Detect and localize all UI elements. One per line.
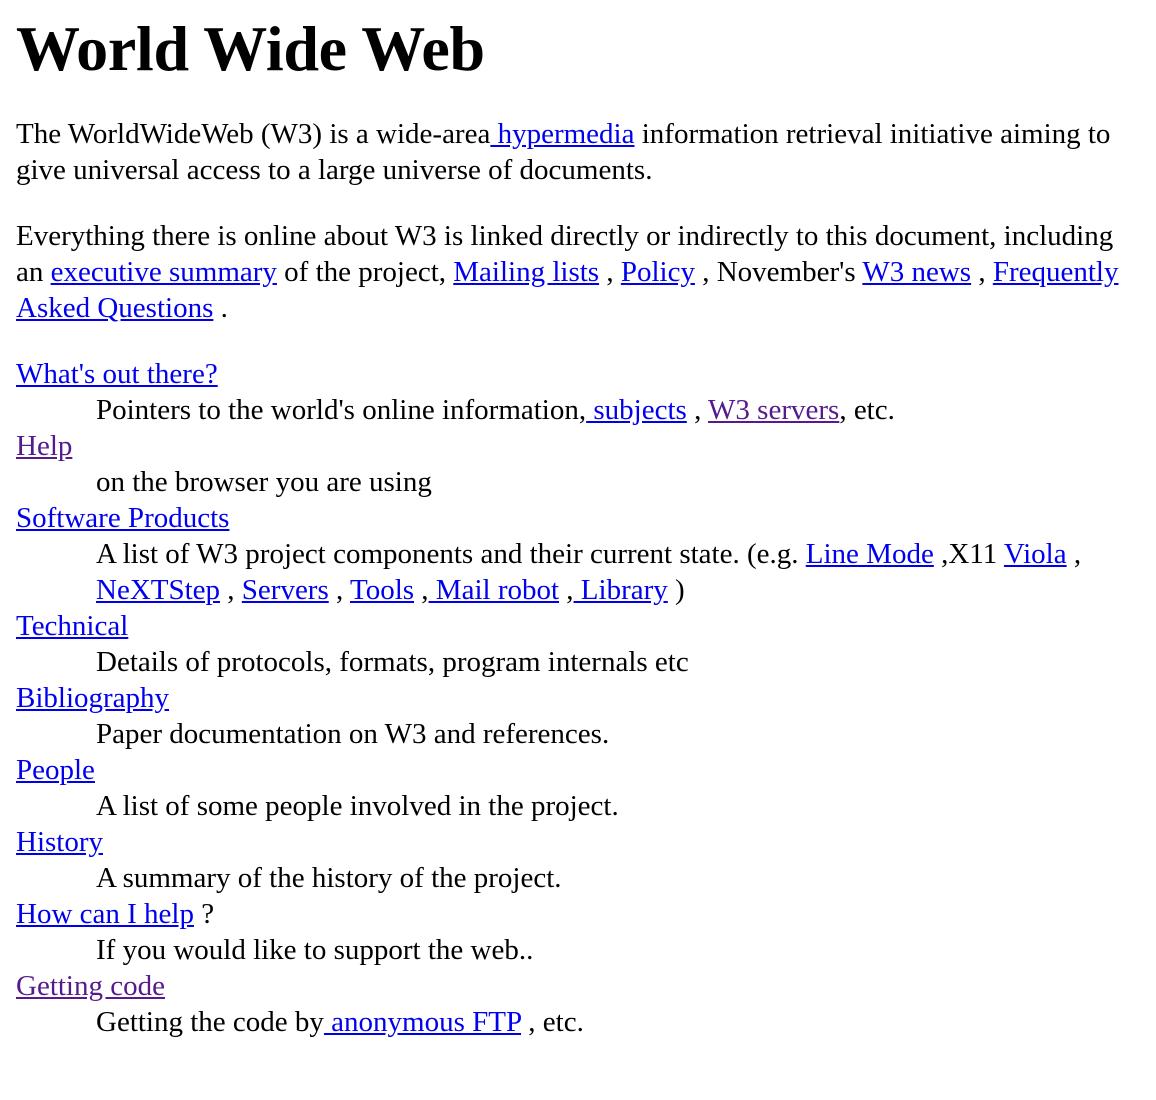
description-text: ) [667,574,685,606]
summary-text: , November's [694,256,863,288]
topic-term [16,356,1140,392]
topics-list [16,356,1140,1040]
w3-servers-link[interactable]: W3 servers [708,394,840,426]
summary-text: , [971,256,993,288]
page [0,12,1156,1040]
description-text: , [559,574,574,606]
topic-term [16,896,1140,932]
topic-term [16,968,1140,1004]
tools-link[interactable]: Tools [350,574,415,606]
summary-text: of the project, [276,256,454,288]
topic-description [96,392,1140,428]
line-mode-link[interactable]: Line Mode [805,538,934,570]
mail-robot-link[interactable]: Mail robot [428,574,560,606]
topic-description: A summary of the history of the project. [96,862,562,894]
help-link[interactable]: Help [16,430,73,462]
summary-text: , [599,256,621,288]
faq-link[interactable]: Frequently Asked Questions [16,256,1119,324]
topic-description [96,1004,1140,1040]
library-link[interactable]: Library [573,574,668,606]
topic-term [16,752,1140,788]
intro-text: The WorldWideWeb (W3) is a wide-area [16,118,491,150]
description-text: , etc. [521,1006,584,1038]
description-text: A list of W3 project components and their current state. (e.g. [96,538,806,570]
subjects-link[interactable]: subjects [586,394,687,426]
intro-paragraph [16,116,1140,188]
description-text: , [1066,538,1082,570]
bibliography-link[interactable]: Bibliography [16,682,170,714]
anonymous-ftp-link[interactable]: anonymous FTP [323,1006,522,1038]
description-text: , [220,574,242,606]
description-text: , [328,574,350,606]
history-link[interactable]: History [16,826,103,858]
topic-term [16,608,1140,644]
mailing-lists-link[interactable]: Mailing lists [453,256,600,288]
nextstep-link[interactable]: NeXTStep [96,574,221,606]
intro-text: information retrieval initiative aiming to give universal access to a large universe of documents. [16,118,1111,186]
people-link[interactable]: People [16,754,95,786]
description-text: , etc. [839,394,895,426]
description-text: Pointers to the world's online information, [96,394,587,426]
summary-paragraph [16,218,1140,326]
whats-out-there-link[interactable]: What's out there? [16,358,218,390]
how-can-i-help-link[interactable]: How can I help [16,898,194,930]
software-products-link[interactable]: Software Products [16,502,230,534]
summary-text: Everything there is online about W3 is linked directly or indirectly to this document, including an [16,220,1114,288]
hypermedia-link[interactable]: hypermedia [490,118,635,150]
topic-term [16,680,1140,716]
w3-news-link[interactable]: W3 news [862,256,972,288]
viola-link[interactable]: Viola [1003,538,1067,570]
description-text: , [686,394,709,426]
getting-code-link[interactable]: Getting code [16,970,165,1002]
policy-link[interactable]: Policy [620,256,695,288]
technical-link[interactable]: Technical [16,610,129,642]
question-mark: ? [193,898,215,930]
topic-term [16,428,1140,464]
page-title: World Wide Web [16,13,485,84]
topic-description: on the browser you are using [96,466,432,498]
topic-description: Paper documentation on W3 and references. [96,718,610,750]
description-text: Getting the code by [96,1006,324,1038]
topic-description [96,536,1140,608]
description-text: , [414,574,429,606]
topic-description: A list of some people involved in the project. [96,790,619,822]
topic-description: Details of protocols, formats, program internals etc [96,646,689,678]
topic-description: If you would like to support the web.. [96,934,534,966]
description-text: ,X11 [933,538,1004,570]
summary-text: . [213,292,228,324]
executive-summary-link[interactable]: executive summary [50,256,277,288]
topic-term [16,500,1140,536]
servers-link[interactable]: Servers [241,574,329,606]
topic-term [16,824,1140,860]
